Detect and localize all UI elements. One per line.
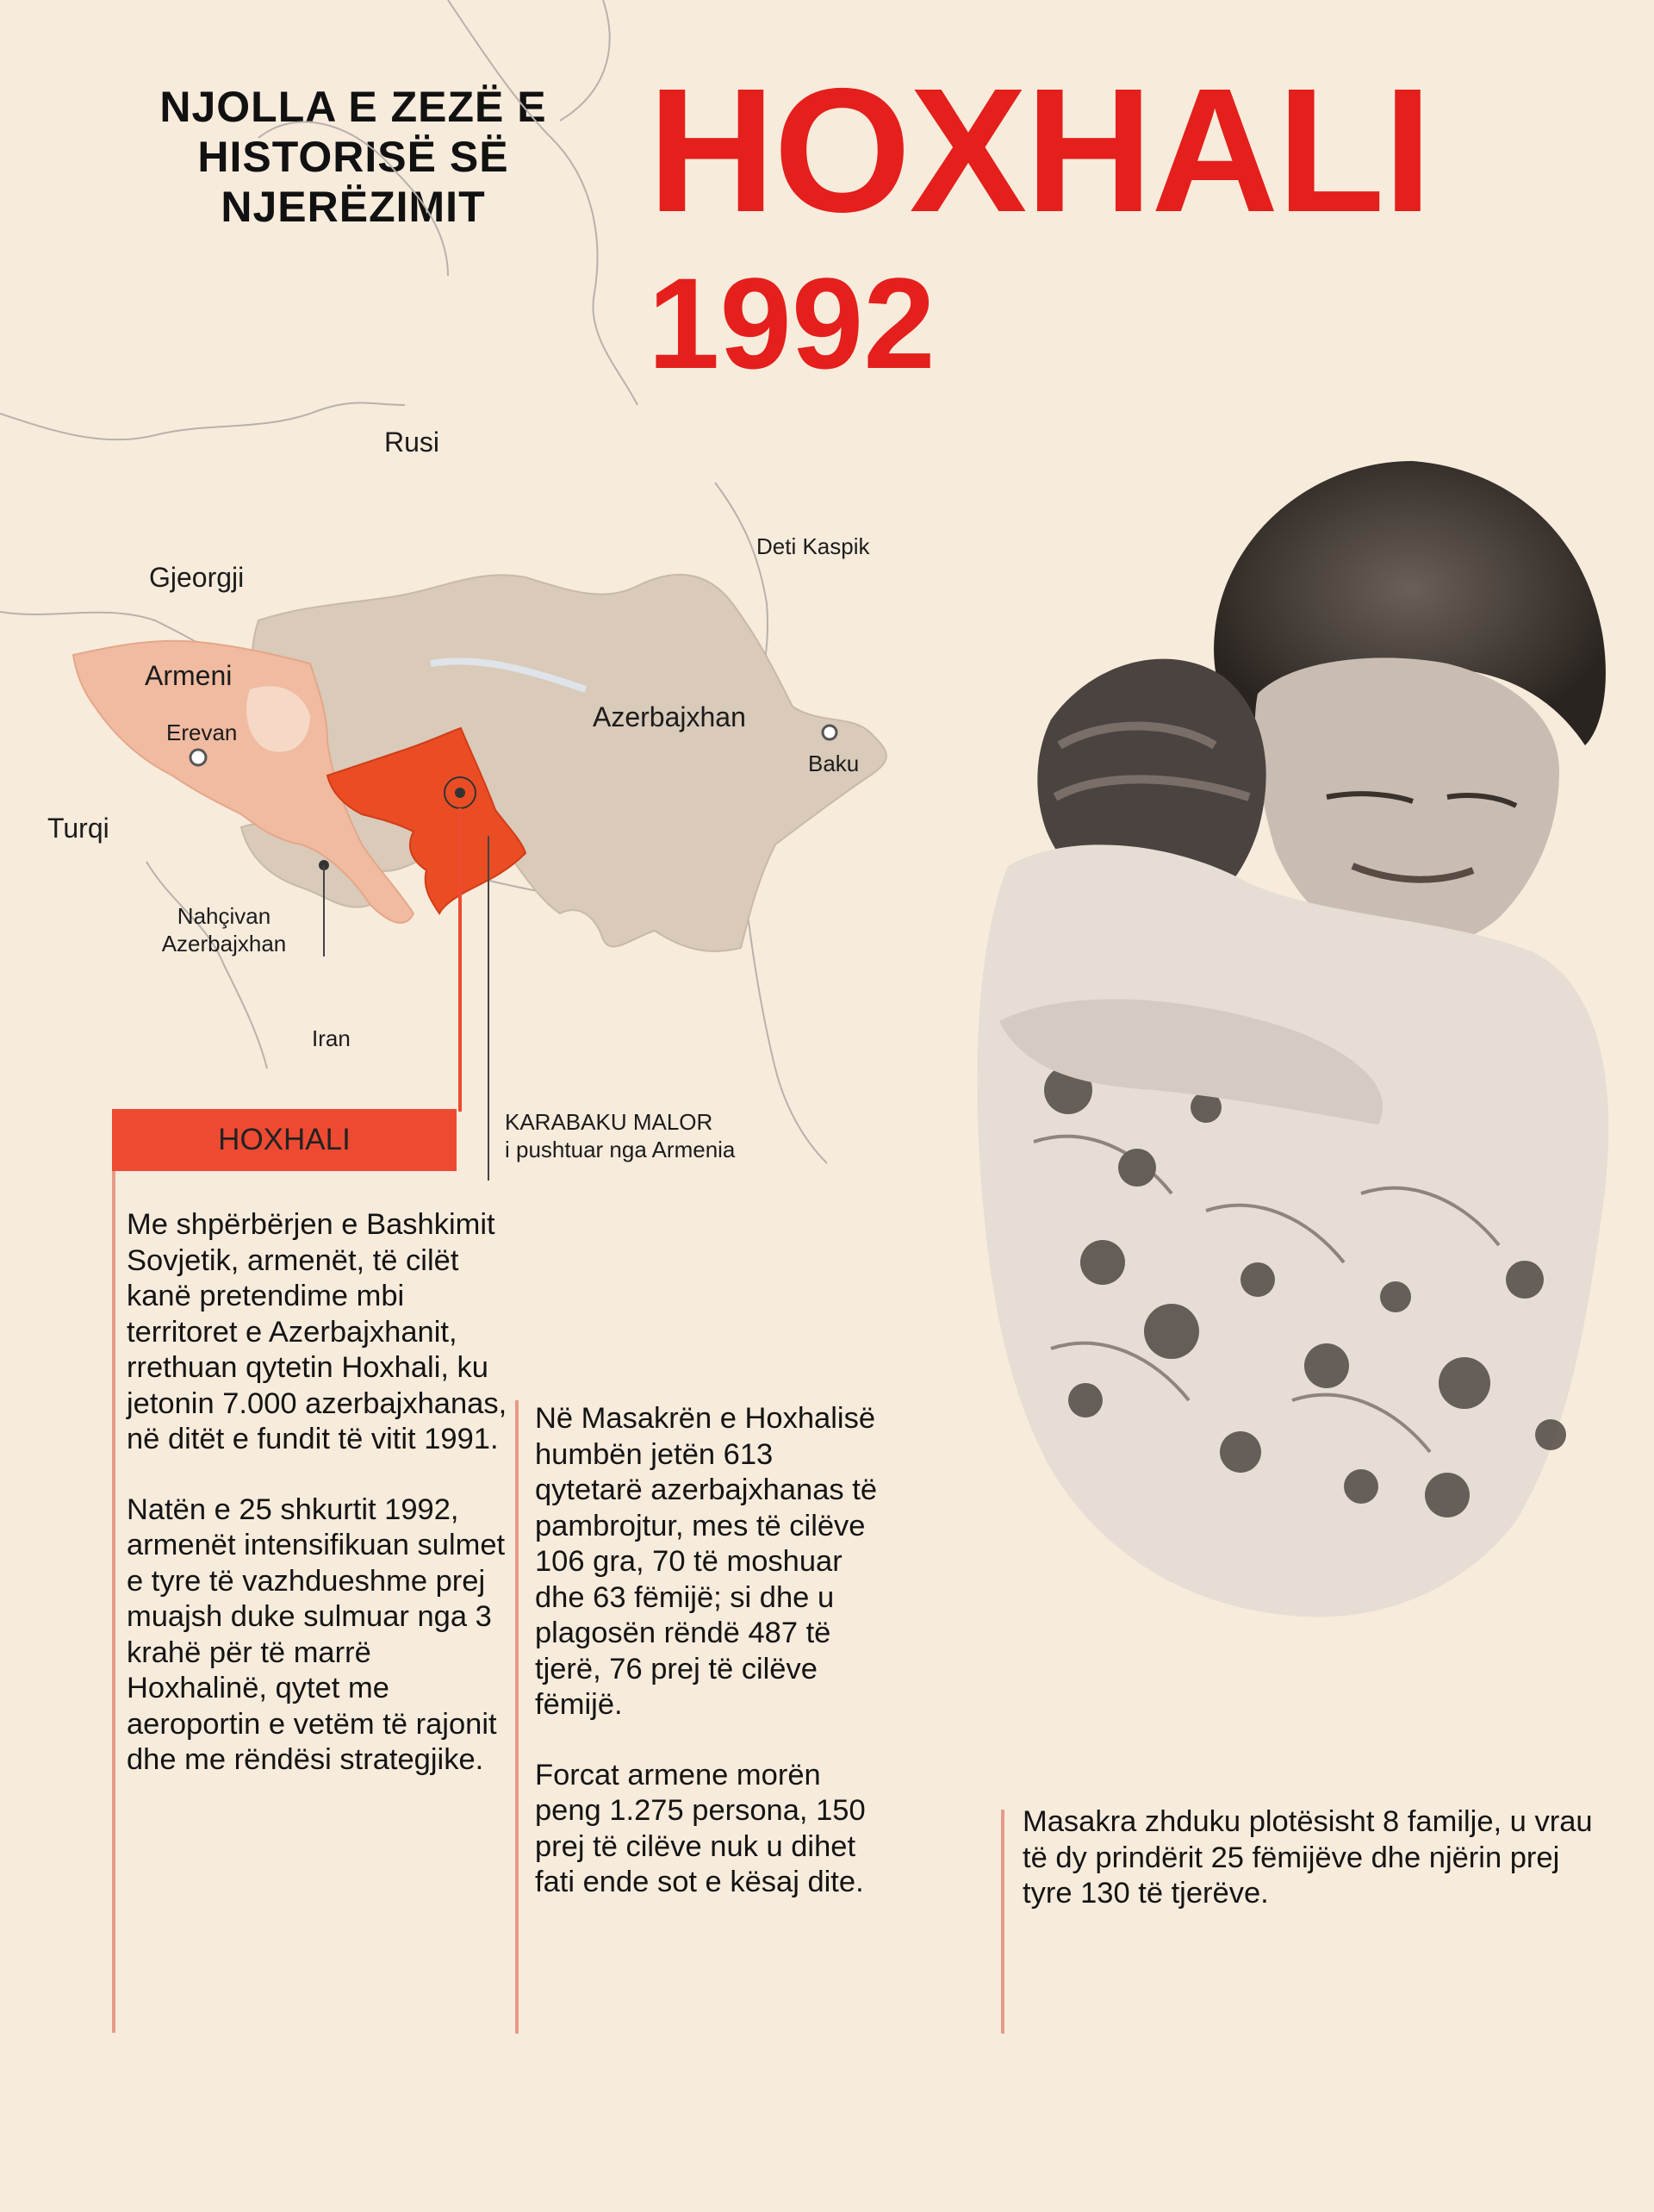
rule-right xyxy=(1001,1810,1004,2034)
label-nakhchivan xyxy=(159,902,289,957)
rule-left xyxy=(112,1171,115,2033)
label-karabakh-line-2: i pushtuar nga Armenia xyxy=(505,1137,736,1162)
label-karabakh xyxy=(505,1108,735,1163)
label-georgia: Gjeorgji xyxy=(149,562,245,593)
region-map xyxy=(0,0,948,1206)
column-left xyxy=(127,1207,510,1813)
label-armenia: Armeni xyxy=(145,660,233,691)
left-paragraph-2: Natën e 25 shkurtit 1992, armenët intensifikuan sulmet e tyre të vazhdueshme prej muajsh duke sulmuar nga 3 krahë për të marrë Hoxhalinë, qytet me aeroportin e vetëm të rajonit dhe me rëndësi strategjike. xyxy=(127,1492,506,1776)
label-iran: Iran xyxy=(312,1025,351,1051)
rule-middle xyxy=(515,1400,519,2034)
label-nakhchivan-line-1: Nahçivan xyxy=(177,903,271,929)
label-caspian: Deti Kaspik xyxy=(756,533,870,559)
label-karabakh-line-1: KARABAKU MALOR xyxy=(505,1109,713,1135)
label-russia: Rusi xyxy=(384,427,440,458)
middle-paragraph-1: Në Masakrën e Hoxhalisë humbën jetën 613 qytetarë azerbajxhanas të pambrojtur, mes të cilëve 106 gra, 70 të moshuar dhe 63 fëmijë; si dhe u plagosën rëndë 487 të tjerë, 76 prej të cilëve fëmijë. xyxy=(535,1402,878,1721)
right-paragraph-1: Masakra zhduku plotësisht 8 familje, u vrau të dy prindërit 25 fëmijëve dhe njërin prej tyre 130 të tjerëve. xyxy=(1023,1805,1593,1910)
page-title: HOXHALI xyxy=(648,52,1431,249)
baku-marker xyxy=(823,726,836,739)
label-turkey: Turqi xyxy=(47,813,109,844)
yerevan-marker xyxy=(190,750,206,765)
left-paragraph-1: Me shpërbërjen e Bashkimit Sovjetik, armenët, të cilët kanë pretendime mbi territoret e Azerbajxhanit, rrethuan qytetin Hoxhali, ku jetonin 7.000 azerbajxhanas, në ditët e fundit të vitit 1991. xyxy=(127,1208,507,1455)
subtitle-line-3: NJERËZIMIT xyxy=(221,183,486,231)
hoxhali-marker-dot xyxy=(455,788,465,798)
label-yerevan: Erevan xyxy=(166,720,238,745)
label-azerbaijan: Azerbajxhan xyxy=(593,701,746,732)
column-right xyxy=(1023,1804,1608,1947)
label-nakhchivan-line-2: Azerbajxhan xyxy=(161,931,287,956)
label-baku: Baku xyxy=(808,751,860,776)
subtitle-line-2: HISTORISË SË xyxy=(197,133,509,181)
column-middle xyxy=(535,1401,884,1935)
middle-paragraph-2: Forcat armene morën peng 1.275 persona, 150 prej të cilëve nuk u dihet fati ende sot e kësaj dite. xyxy=(535,1758,866,1898)
hoxhali-tag: HOXHALI xyxy=(112,1109,457,1171)
subtitle-line-1: NJOLLA E ZEZË E xyxy=(159,83,547,131)
photo-woman-child xyxy=(844,435,1620,1642)
page-year: 1992 xyxy=(648,251,936,396)
